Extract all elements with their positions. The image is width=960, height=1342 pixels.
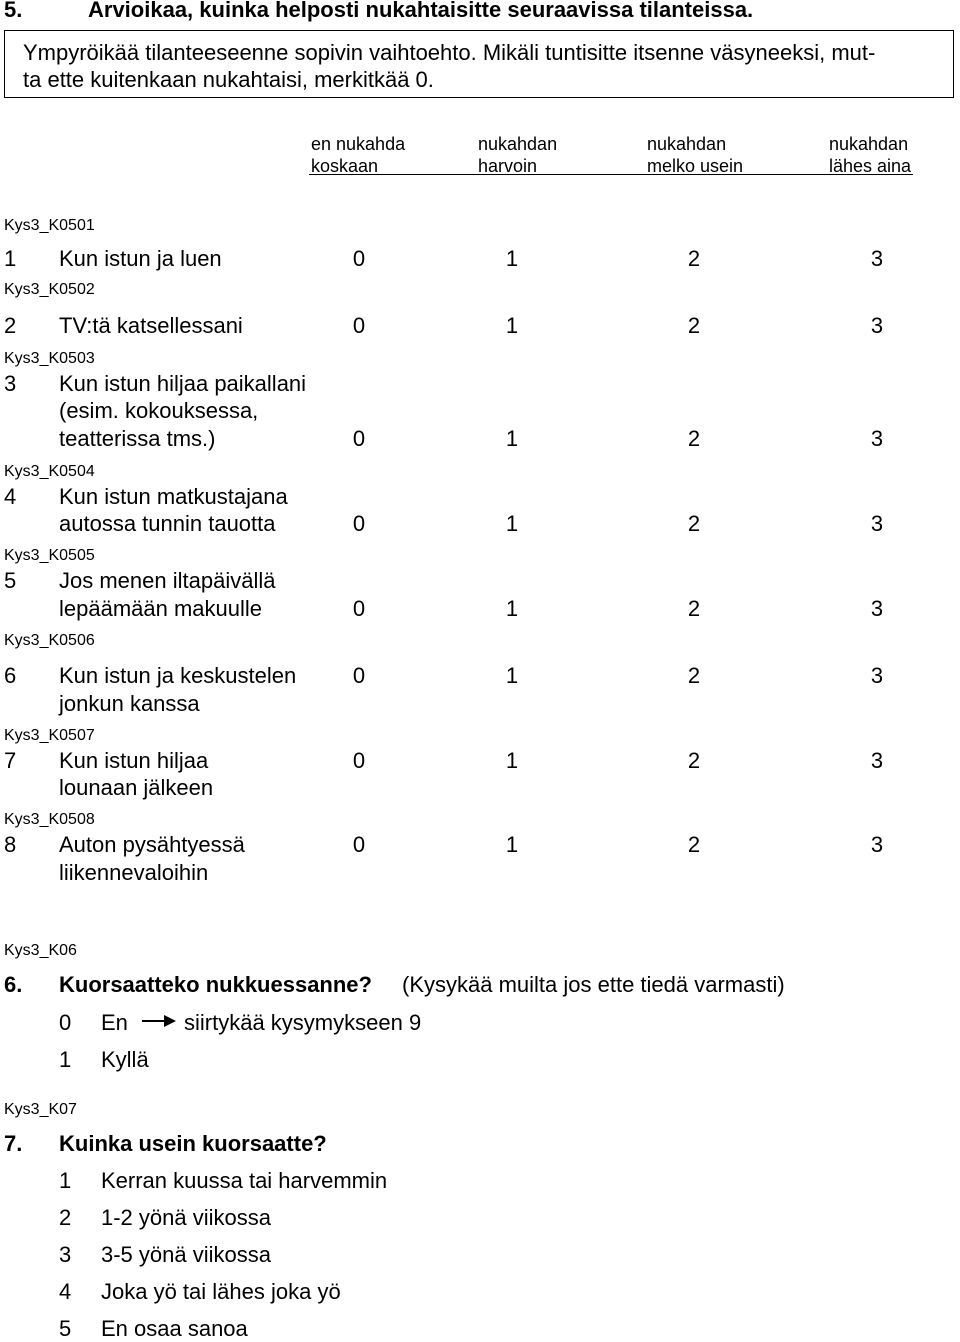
scale-header-often	[647, 133, 743, 177]
answer-number[interactable]: 2	[59, 1205, 72, 1230]
item-number: 6	[4, 663, 17, 688]
section-title: Arvioikaa, kuinka helposti nukahtaisitte seuraavissa tilanteissa.	[88, 0, 754, 22]
question-code: Kys3_K07	[4, 1101, 77, 1118]
scale-header-almost-always-line2: lähes aina	[829, 156, 912, 176]
item-label-line1: Kun istun matkustajana	[59, 484, 288, 509]
item-number: 4	[4, 484, 17, 509]
option-2[interactable]: 2	[687, 511, 701, 536]
scale-header-rarely-line1: nukahdan	[478, 134, 558, 154]
scale-header-never	[311, 133, 405, 177]
answer-number[interactable]: 5	[59, 1316, 72, 1341]
option-0[interactable]: 0	[352, 832, 366, 857]
option-1[interactable]: 1	[505, 246, 519, 271]
option-3[interactable]: 3	[870, 748, 884, 773]
item-number: 2	[4, 313, 17, 338]
option-2[interactable]: 2	[687, 832, 701, 857]
question-number: 6.	[4, 972, 23, 997]
scale-header-almost-always-line1: nukahdan	[829, 134, 909, 154]
option-0[interactable]: 0	[352, 596, 366, 621]
option-1[interactable]: 1	[505, 663, 519, 688]
answer-label[interactable]: Kyllä	[101, 1047, 149, 1072]
item-label-line2: lepäämään makuulle	[59, 596, 263, 621]
option-0[interactable]: 0	[352, 313, 366, 338]
option-3[interactable]: 3	[870, 596, 884, 621]
answer-number[interactable]: 3	[59, 1242, 72, 1267]
item-label-line1: Auton pysähtyessä	[59, 832, 245, 857]
option-0[interactable]: 0	[352, 663, 366, 688]
answer-label[interactable]: En osaa sanoa	[101, 1316, 248, 1341]
answer-number[interactable]: 1	[59, 1047, 72, 1072]
instruction-line-1: Ympyröikää tilanteeseenne sopivin vaihtoehto. Mikäli tuntisitte itsenne väsyneeksi, mut-	[23, 40, 876, 65]
option-3[interactable]: 3	[870, 426, 884, 451]
scale-header-often-line1: nukahdan	[647, 134, 727, 154]
option-2[interactable]: 2	[687, 246, 701, 271]
option-1[interactable]: 1	[505, 511, 519, 536]
question-code: Kys3_K06	[4, 942, 77, 959]
option-2[interactable]: 2	[687, 748, 701, 773]
option-3[interactable]: 3	[870, 313, 884, 338]
item-code: Kys3_K0504	[4, 463, 95, 480]
item-number: 8	[4, 832, 17, 857]
item-label-line1: Jos menen iltapäivällä	[59, 568, 276, 593]
instructions-box	[4, 30, 954, 98]
option-0[interactable]: 0	[352, 511, 366, 536]
item-label: TV:tä katsellessani	[59, 313, 243, 338]
question-note: (Kysykää muilta jos ette tiedä varmasti)	[402, 972, 785, 997]
item-number: 3	[4, 371, 17, 396]
answer-label[interactable]: Joka yö tai lähes joka yö	[101, 1279, 341, 1304]
item-label-line2: autossa tunnin tauotta	[59, 511, 276, 536]
option-0[interactable]: 0	[352, 246, 366, 271]
skip-instruction: siirtykää kysymykseen 9	[184, 1010, 422, 1035]
option-0[interactable]: 0	[352, 748, 366, 773]
scale-header-often-line2: melko usein	[647, 156, 744, 176]
scale-header-never-line2: koskaan	[311, 156, 379, 176]
item-label-line2: jonkun kanssa	[59, 691, 200, 716]
option-1[interactable]: 1	[505, 596, 519, 621]
item-code: Kys3_K0501	[4, 217, 95, 234]
option-1[interactable]: 1	[505, 426, 519, 451]
question-number: 7.	[4, 1131, 23, 1156]
item-code: Kys3_K0505	[4, 547, 95, 564]
question-text: Kuinka usein kuorsaatte?	[59, 1131, 327, 1156]
item-code: Kys3_K0506	[4, 632, 95, 649]
option-1[interactable]: 1	[505, 748, 519, 773]
question-text: Kuorsaatteko nukkuessanne?	[59, 972, 372, 997]
item-label-line1: Kun istun hiljaa paikallani	[59, 371, 307, 396]
option-2[interactable]: 2	[687, 313, 701, 338]
option-0[interactable]: 0	[352, 426, 366, 451]
scale-header-rarely-line2: harvoin	[478, 156, 538, 176]
answer-number[interactable]: 4	[59, 1279, 72, 1304]
section-number: 5.	[4, 0, 23, 22]
option-2[interactable]: 2	[687, 426, 701, 451]
item-number: 5	[4, 568, 17, 593]
item-label-line1: Kun istun hiljaa	[59, 748, 209, 773]
item-code: Kys3_K0507	[4, 727, 95, 744]
answer-label[interactable]: Kerran kuussa tai harvemmin	[101, 1168, 388, 1193]
item-label-line1: Kun istun ja keskustelen	[59, 663, 297, 688]
item-code: Kys3_K0502	[4, 281, 95, 298]
answer-number[interactable]: 1	[59, 1168, 72, 1193]
option-1[interactable]: 1	[505, 313, 519, 338]
option-2[interactable]: 2	[687, 663, 701, 688]
answer-number[interactable]: 0	[59, 1010, 72, 1035]
option-1[interactable]: 1	[505, 832, 519, 857]
instruction-line-2: ta ette kuitenkaan nukahtaisi, merkitkää 0.	[23, 67, 434, 92]
option-3[interactable]: 3	[870, 663, 884, 688]
option-2[interactable]: 2	[687, 596, 701, 621]
answer-label[interactable]: En	[101, 1010, 128, 1035]
option-3[interactable]: 3	[870, 832, 884, 857]
answer-label[interactable]: 1-2 yönä viikossa	[101, 1205, 271, 1230]
scale-header-rarely	[478, 133, 557, 177]
item-code: Kys3_K0503	[4, 350, 95, 367]
arrow-right-icon	[142, 1013, 178, 1029]
item-label-line2: liikennevaloihin	[59, 860, 209, 885]
answer-label[interactable]: 3-5 yönä viikossa	[101, 1242, 271, 1267]
item-number: 7	[4, 748, 17, 773]
item-number: 1	[4, 246, 17, 271]
scale-header-underline	[309, 174, 913, 175]
option-3[interactable]: 3	[870, 246, 884, 271]
item-label: Kun istun ja luen	[59, 246, 222, 271]
scale-header-never-line1: en nukahda	[311, 134, 406, 154]
option-3[interactable]: 3	[870, 511, 884, 536]
item-label-line3: teatterissa tms.)	[59, 426, 216, 451]
scale-header-almost-always	[829, 133, 911, 177]
item-label-line2: (esim. kokouksessa,	[59, 398, 259, 423]
item-label-line2: lounaan jälkeen	[59, 775, 214, 800]
item-code: Kys3_K0508	[4, 811, 95, 828]
